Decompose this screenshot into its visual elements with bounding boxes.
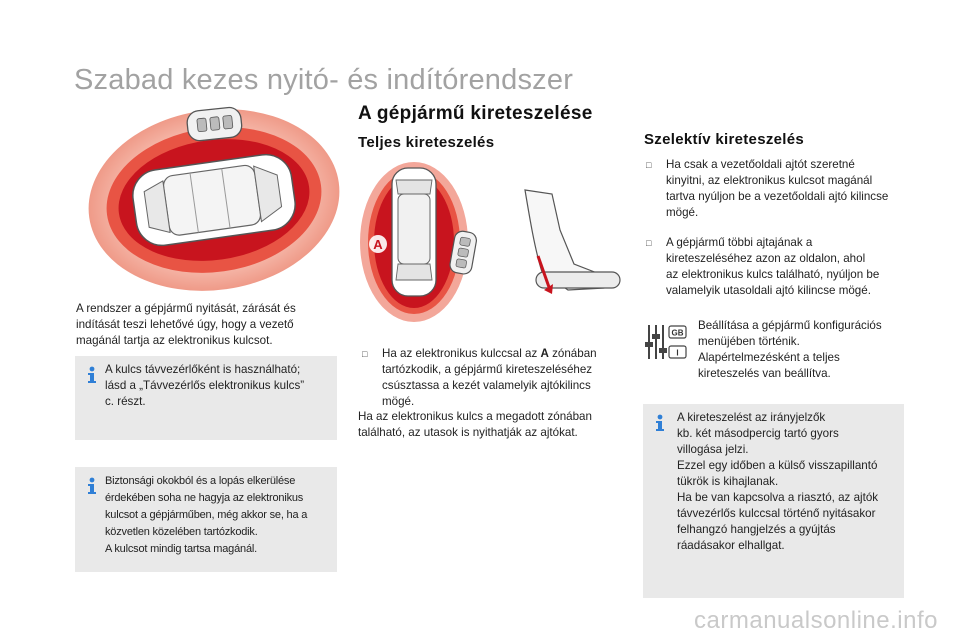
bullet-text: tartva nyúljon be a vezetőoldali ajtó kilincse: [666, 190, 889, 203]
note-line: található, az utasok is nyithatják az ajtókat.: [358, 426, 578, 439]
bullet-full-unlock: [362, 346, 624, 410]
intro-text: [76, 301, 346, 349]
config-badge-i: I: [676, 348, 679, 358]
bullet-text: az elektronikus kulcs található, nyúljon be: [666, 268, 880, 281]
intro-line: magánál tartja az elektronikus kulcsot.: [76, 334, 273, 347]
info-line: A kulcs távvezérlőként is használható;: [105, 363, 301, 376]
section-title: A gépjármű kireteszelése: [358, 103, 593, 124]
zone-label: A: [373, 237, 383, 252]
info-icon: [653, 414, 667, 432]
info-icon: [85, 366, 99, 384]
info-line: Biztonsági okokból és a lopás elkerülése: [105, 475, 296, 487]
info-box-safety: [75, 467, 337, 572]
config-text: [698, 318, 918, 382]
info-line: Ha be van kapcsolva a riasztó, az ajtók: [677, 491, 879, 504]
bullet-text: zónában: [548, 347, 597, 360]
bullet-text: kinyitni, az elektronikus kulcsot magánál: [666, 174, 873, 187]
info-line: felhangzó hangjelzés a gyújtás: [677, 523, 836, 536]
bullet-icon: □: [646, 238, 652, 248]
subtitle-full-unlock: Teljes kireteszelés: [358, 134, 495, 151]
bullet-text: kireteszeléséhez azon az oldalon, ahol: [666, 252, 866, 265]
zone-ref: A: [540, 347, 549, 360]
bullet-text: mögé.: [382, 395, 415, 408]
info-line: tükrök is kihajlanak.: [677, 475, 779, 488]
info-line: A kireteszelést az irányjelzők: [677, 411, 826, 424]
info-box-remote: [75, 356, 337, 440]
bullet-text: tartózkodik, a gépjármű kireteszeléséhez: [382, 363, 593, 376]
bullet-other-doors: [646, 235, 912, 299]
config-menu-icon: [644, 322, 688, 362]
config-badge-gb: GB: [671, 328, 684, 338]
info-line: érdekében soha ne hagyja az elektronikus: [105, 492, 304, 504]
info-line: kulcsot a gépjárműben, még akkor se, ha a: [105, 509, 308, 521]
info-line: lásd a „Távvezérlős elektronikus kulcs”: [105, 379, 305, 392]
bullet-driver-door: [646, 157, 912, 221]
bullet-text: Ha az elektronikus kulccsal az: [382, 347, 541, 360]
info-box-signal: [643, 404, 904, 598]
info-icon: [85, 477, 99, 495]
zone-a-illustration: [360, 160, 620, 320]
config-line: kireteszelés van beállítva.: [698, 367, 831, 380]
info-line: kb. két másodpercig tartó gyors: [677, 427, 839, 440]
info-line: villogása jelzi.: [677, 443, 749, 456]
note-line: Ha az elektronikus kulcs a megadott zónában: [358, 410, 592, 423]
config-line: Alapértelmezésként a teljes: [698, 351, 840, 364]
passenger-note: [358, 409, 628, 441]
car-zone-illustration: [84, 100, 344, 300]
info-line: közvetlen közelében tartózkodik.: [105, 526, 258, 538]
watermark: carmanualsonline.info: [694, 607, 938, 634]
info-line: Ezzel egy időben a külső visszapillantó: [677, 459, 878, 472]
bullet-text: Ha csak a vezetőoldali ajtót szeretné: [666, 158, 855, 171]
bullet-text: valamelyik utasoldali ajtó kilincse mögé.: [666, 284, 871, 297]
page-title: Szabad kezes nyitó- és indítórendszer: [74, 64, 574, 96]
config-line: Beállítása a gépjármű konfigurációs: [698, 319, 882, 332]
subtitle-selective-unlock: Szelektív kireteszelés: [644, 131, 805, 148]
bullet-icon: □: [646, 160, 652, 170]
intro-line: A rendszer a gépjármű nyitását, zárását és: [76, 302, 296, 315]
bullet-text: mögé.: [666, 206, 699, 219]
info-line: c. részt.: [105, 395, 146, 408]
info-line: távvezérlős kulccsal történő nyitásakor: [677, 507, 876, 520]
info-line: ráadásakor elhallgat.: [677, 539, 785, 552]
info-line: A kulcsot mindig tartsa magánál.: [105, 543, 257, 555]
intro-line: indítását teszi lehetővé úgy, hogy a vezető: [76, 318, 294, 331]
config-line: menüjében történik.: [698, 335, 800, 348]
bullet-text: A gépjármű többi ajtajának a: [666, 236, 813, 249]
bullet-text: csúsztassa a kezét valamelyik ajtókilincs: [382, 379, 591, 392]
bullet-icon: □: [362, 349, 368, 359]
